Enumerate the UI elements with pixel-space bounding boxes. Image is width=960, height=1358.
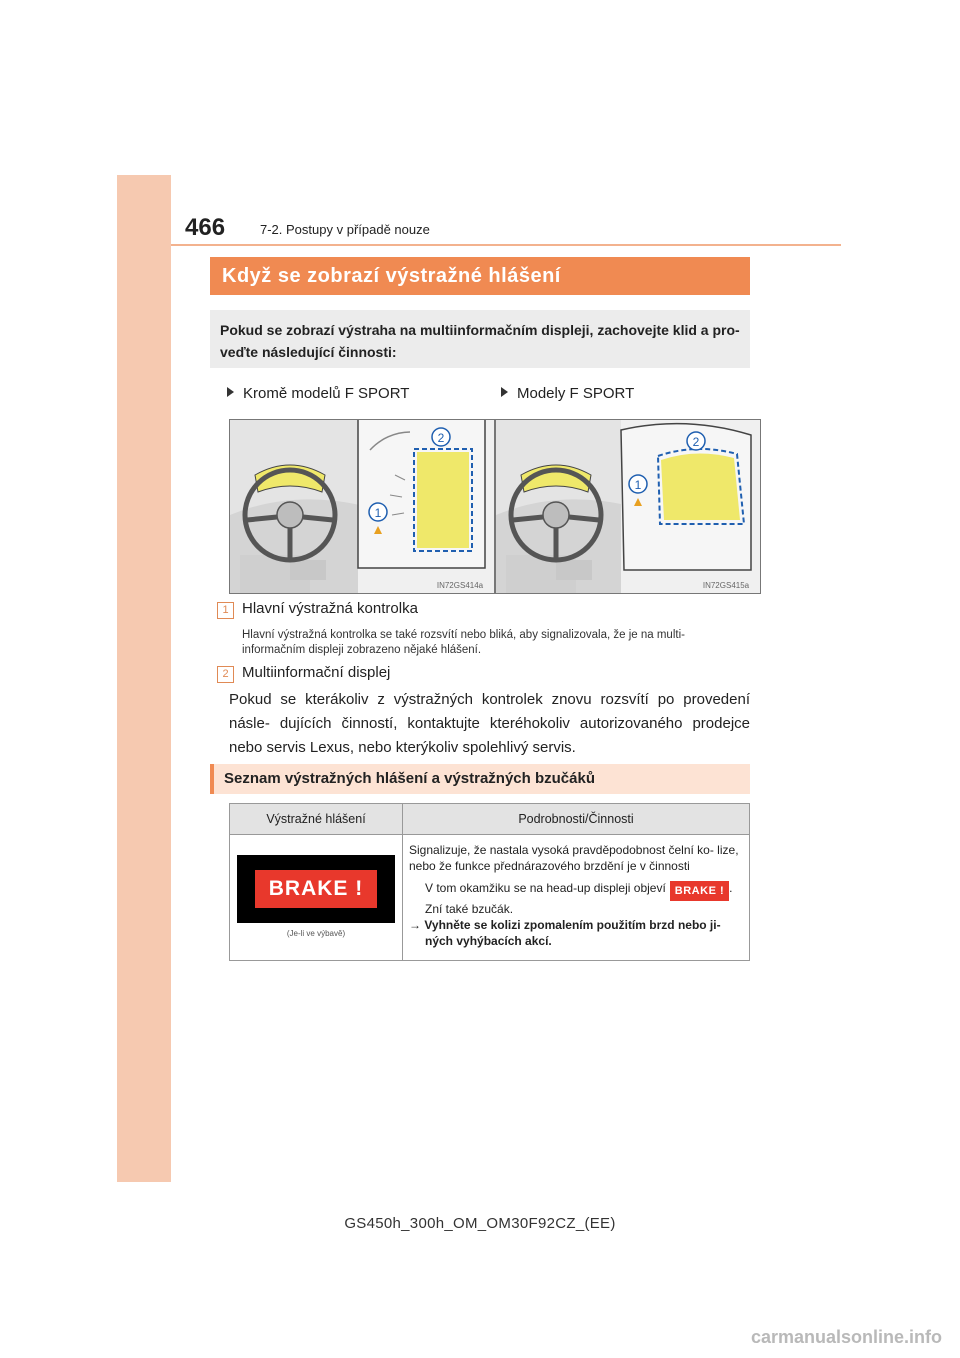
warning-table <box>229 803 750 961</box>
legend-item-2 <box>217 664 391 683</box>
number-badge: 2 <box>217 666 234 683</box>
section-title: Když se zobrazí výstražné hlášení <box>210 257 750 295</box>
hud-brake-badge: BRAKE ! <box>670 881 729 901</box>
dashboard-illustration-fsport <box>495 419 761 594</box>
number-badge: 1 <box>217 602 234 619</box>
legend-item-1 <box>217 600 418 619</box>
warning-detail-cell <box>403 835 750 961</box>
callout-1-marker: 1 <box>634 478 642 492</box>
chapter-title: 7-2. Postupy v případě nouze <box>260 222 430 237</box>
brake-warning-display <box>237 855 395 923</box>
triangle-bullet-icon <box>501 387 508 397</box>
intro-box: Pokud se zobrazí výstraha na multiinformačním displeji, zachovejte klid a pro- veďte následující činnosti: <box>210 310 750 368</box>
buzzer-line: Zní také bzučák. <box>425 902 514 916</box>
detail-text: Signalizuje, že nastala vysoká pravděpodobnost čelní ko- lize, nebo že funkce přednárazového brzdění je v činnosti <box>409 843 739 873</box>
page-number: 466 <box>185 214 226 241</box>
display-caption: (Je-li ve výbavě) <box>286 929 346 938</box>
table-row <box>230 835 750 961</box>
column-header: Výstražné hlášení <box>230 804 403 835</box>
header-rule <box>171 244 841 246</box>
brake-warning-text: BRAKE ! <box>255 870 377 908</box>
action-line: → Vyhněte se kolizi zpomalením použitím brzd nebo ji- ných vyhýbacích akcí. <box>409 918 721 948</box>
footer-code: GS450h_300h_OM_OM30F92CZ_(EE) <box>344 1215 616 1232</box>
column-header: Podrobnosti/Činnosti <box>403 804 750 835</box>
watermark: carmanualsonline.info <box>750 1327 942 1347</box>
side-band <box>117 175 171 1182</box>
callout-1-marker: 1 <box>374 506 382 520</box>
warning-image-cell <box>230 835 403 961</box>
image-code: IN72GS414a <box>436 581 484 590</box>
hud-line: V tom okamžiku se na head-up displeji objeví BRAKE ! . <box>409 880 743 901</box>
dashboard-illustration-standard <box>229 419 495 594</box>
subsection-title: Seznam výstražných hlášení a výstražných bzučáků <box>210 764 750 794</box>
table-header-row <box>230 804 750 835</box>
triangle-bullet-icon <box>227 387 234 397</box>
callout-2-marker: 2 <box>692 435 700 449</box>
variant-label-standard: Kromě modelů F SPORT <box>227 385 409 402</box>
legend-title: Hlavní výstražná kontrolka <box>242 600 418 617</box>
legend-title: Multiinformační displej <box>242 664 391 681</box>
legend-description: Hlavní výstražná kontrolka se také rozsvítí nebo bliká, aby signalizovala, že je na multi- informačním displeji zobrazeno nějaké hlášení. <box>242 629 685 656</box>
callout-2-marker: 2 <box>437 431 445 445</box>
image-code: IN72GS415a <box>702 581 750 590</box>
variant-label-fsport: Modely F SPORT <box>501 385 634 402</box>
arrow-icon: → <box>409 918 421 932</box>
body-paragraph: Pokud se kterákoliv z výstražných kontrolek znovu rozsvítí po provedení násle- dujících činností, kontaktujte kteréhokoliv autorizovaného prodejce nebo servis Lexus, nebo kterýkoliv spolehlivý servis. <box>229 691 750 756</box>
